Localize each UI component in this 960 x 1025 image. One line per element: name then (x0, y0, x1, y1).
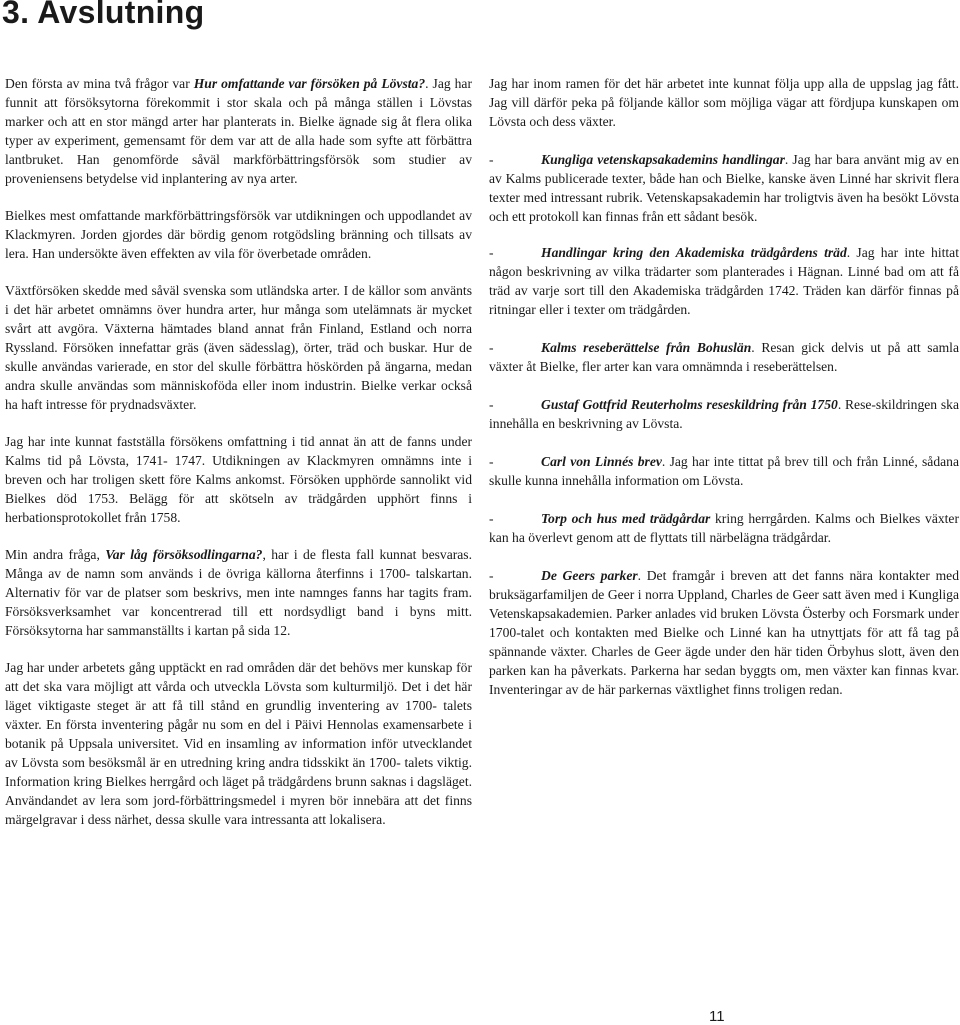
source-item (489, 150, 959, 226)
dash-marker: - (489, 568, 494, 583)
paragraph-intro: Jag har inom ramen för det här arbetet inte kunnat följa upp alla de uppslag jag fått. Jag vill därför peka på följande källor som möjliga vägar att fördjupa kunskapen om Lövsta och dess växter. (489, 76, 959, 129)
dash-marker: - (489, 454, 494, 469)
right-column (489, 74, 959, 718)
source-item (489, 452, 959, 490)
source-text: . Resan gick delvis ut på att samla växter åt Bielke, fler arter kan vara omnämnda i reseberättelsen. (489, 340, 959, 374)
dash-marker: - (489, 511, 494, 526)
dash-marker: - (489, 397, 494, 412)
source-title: De Geers parker (541, 568, 638, 583)
paragraph-time-span: Jag har inte kunnat fastställa försökens omfattning i tid annat än att de fanns under Kalms tid på Lövsta, 1741- 1747. Utdikningen av Klackmyren omnämns inte i breven och har troligen skett före Kalms ankomst. Försöken upphörde sannolikt vid Bielkes död 1753. Belägg för att skötseln av trädgården upphört finns i herbationsprotokollet från 1758. (5, 434, 472, 525)
source-item (489, 395, 959, 433)
source-text: . Rese-skildringen ska innehålla en beskrivning av Lövsta. (489, 397, 959, 431)
paragraph-plant-trials: Växtförsöken skedde med såväl svenska som utländska arter. I de källor som använts i det här arbetet omnämns över hundra arter, hur många som utelämnats är mycket svårt att avgöra. Växterna hämtades bland annat från Finland, Estland och norra Ryssland. Försöken innefattar gräs (även sädesslag), örter, träd och buskar. Hur de skulle användas varierade, en stor del skulle förbättra höskörden på ängarna, medan andra skulle användas som människoföda eller inom industrin. Bielke verkar också ha haft intresse för prydnadsväxter. (5, 283, 472, 412)
paragraph-text: , har i de flesta fall kunnat besvaras. Många av de namn som används i de övriga källorna återfinns i 1700- talskartan. Alternativ för var de platser som beskrivs, men inte namnges fanns har tagits fram. Försöksverksamhet var koncentrerad till ett nordsydligt band i byns mitt. Försöksytorna har sammanställts i kartan på sida 12. (5, 547, 472, 638)
source-title: Gustaf Gottfrid Reuterholms reseskildring från 1750 (541, 397, 838, 412)
source-text: . Jag har inte tittat på brev till och från Linné, sådana skulle kunna innehålla information om Lövsta. (489, 454, 959, 488)
left-column (5, 74, 472, 847)
question-one: Hur omfattande var försöken på Lövsta? (193, 76, 426, 91)
source-text: . Jag har bara använt mig av en av Kalms publicerade texter, både han och Bielke, kanske även Linné har skrivit flera texter med intressant rubrik. Vetenskapsakademin har troligtvis även ha besökt Lövsta och ett protokoll kan finnas från ett sådant besök. (489, 152, 959, 224)
paragraph-text: Den första av mina två frågor var (5, 76, 194, 91)
paragraph-klackmyren: Bielkes mest omfattande markförbättringsförsök var utdikningen och uppodlandet av Klackmyren. Jorden gjordes där bördig genom rotgödsling bränning och tillsats av lera. Han undersökte även effekten av vila för överbetade områden. (5, 208, 472, 261)
source-text: kring herrgården. Kalms och Bielkes växter kan ha överlevt genom att de flyttats till närbelägna trädgårdar. (489, 511, 959, 545)
paragraph-second-question (5, 545, 472, 640)
source-title: Torp och hus med trädgårdar (541, 511, 711, 526)
dash-marker: - (489, 152, 494, 167)
page-title: 3. Avslutning (2, 0, 205, 30)
source-title: Handlingar kring den Akademiska trädgårdens träd (541, 245, 847, 260)
paragraph-first-question (5, 74, 472, 188)
source-title: Kungliga vetenskapsakademins handlingar (541, 152, 785, 167)
question-two: Var låg försöksodlingarna? (105, 547, 263, 562)
source-item (489, 566, 959, 699)
source-text: . Jag har inte hittat någon beskrivning av vilka trädarter som planterades i Hägnan. Linné bad om att få träd av varje sort till den Akademiska trädgården 1742. Träden kan därför finnas på ritningar eller i texter om trädgården. (489, 245, 959, 317)
paragraph-text: Min andra fråga, (5, 547, 106, 562)
source-item (489, 509, 959, 547)
source-title: Kalms reseberättelse från Bohuslän (541, 340, 752, 355)
dash-marker: - (489, 340, 494, 355)
source-item (489, 243, 959, 319)
source-title: Carl von Linnés brev (541, 454, 662, 469)
source-text: . Det framgår i breven att det fanns nära kontakter med bruksägarfamiljen de Geer i norra Uppland, Charles de Geer satt även med i Kungliga Vetenskapsakademien. Parker anlades vid bruken Lövsta Österby och Forsmark under 1700-talet och kontakten med Bielke och Linné kan ha utnyttjats för att få tag på spännande växter. Charles de Geer ägde under den här tiden Örbyhus slott, även den parken kan ha påverkats. Parkerna har sedan byggts om, men växter kan finnas kvar. Inventeringar av de här parkernas växtlighet finns troligen redan. (489, 568, 959, 697)
source-item (489, 338, 959, 376)
paragraph-text: . Jag har funnit att försöksytorna förekommit i stor skala och på många ställen i Lövstas marker och att en stor mängd arter har planterats in. Bielke ägnade sig åt flera olika typer av experiment, gemensamt för dem var att de alla hade som syfte att förbättra lantbruket. Han genomförde såväl markförbättringsförsök som studier av proveniensens betydelse vid inplantering av nya arter. (5, 76, 472, 186)
dash-marker: - (489, 245, 494, 260)
paragraph-further-work: Jag har under arbetets gång upptäckt en rad områden där det behövs mer kunskap för att det ska vara möjligt att vårda och utveckla Lövsta som kulturmiljö. Det i det här läget viktigaste steget är att få till stånd en grundlig inventering av 1700- talets växter. En första inventering pågår nu som en del i Päivi Hennolas examensarbete i botanik på Uppsala universitet. Vid en insamling av information inför utvecklandet av Lövsta som besöksmål är en utredning kring andra tidsskikt än 1700- talets viktig. Information kring Bielkes herrgård och läget på trädgårdens brunn saknas i dagsläget. Användandet av lera som jord-förbättringsmedel i myren bör innebära att det finns märgelgravar i dess närhet, dessa skulle vara intressanta att lokalisera. (5, 660, 472, 827)
page-number: 11 (709, 1008, 725, 1025)
